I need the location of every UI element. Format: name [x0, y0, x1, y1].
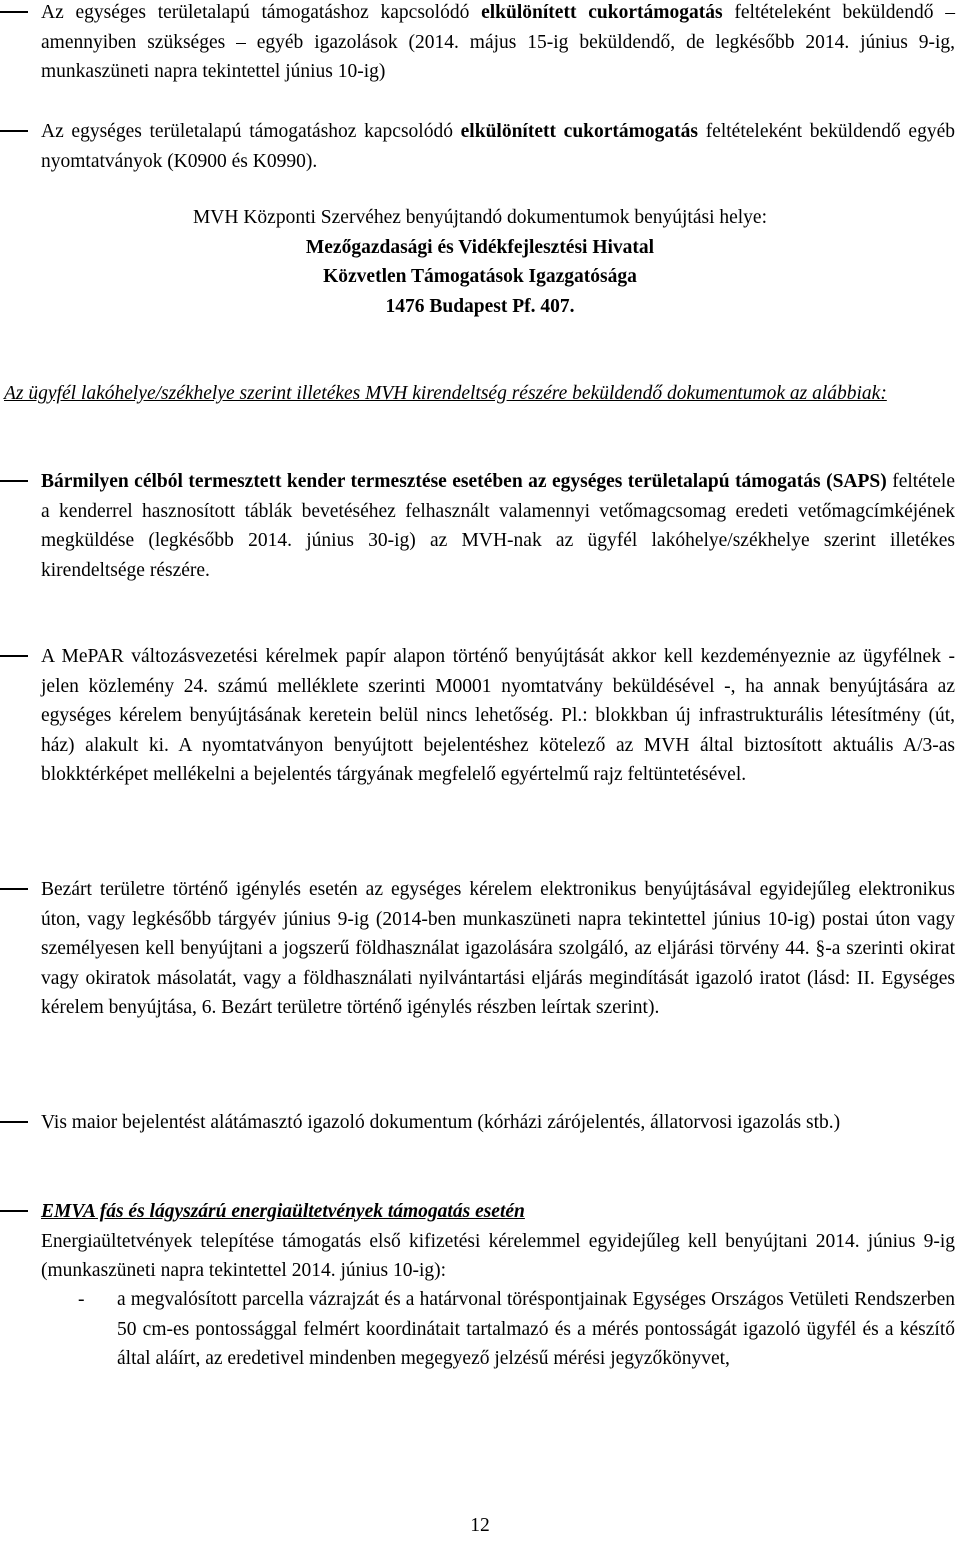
- address-intro: MVH Központi Szervéhez benyújtandó dokumentumok benyújtási helye:: [192, 207, 768, 228]
- hyphen-marker: -: [78, 1289, 85, 1310]
- page-number: 12: [470, 1515, 490, 1536]
- bullet-text: Az egységes területalapú támogatáshoz kapcsolódó: [41, 2, 482, 23]
- bullet-closed-area: [41, 875, 955, 1023]
- dash-marker: [0, 130, 28, 132]
- bullet-hemp: [41, 467, 955, 585]
- bullet-text: Bezárt területre történő igénylés esetén az egységes kérelem elektronikus benyújtásával egyidejűleg elektronikus úton, vagy legkésőbb tárgyév június 9-ig (2014-ben munkaszüneti napra tekintettel június 10-ig) postai úton vagy személyesen kell benyújtani a jogszerű földhasználat igazolására szolgáló, az eljárási törvény 44. §-a szerinti okirat vagy okiratok másolatát, vagy a földhasználati nyilvántartási eljárás megindítását igazoló iratot (lásd: II. Egységes kérelem benyújtása, 6. Bezárt területre történő igénylés részben leírtak szerint).: [41, 879, 955, 1018]
- dash-marker: [0, 655, 28, 657]
- bullet-sugar-support-forms: [41, 117, 955, 176]
- bullet-vis-maior: [41, 1108, 955, 1138]
- bullet-sugar-support-certificates: [41, 0, 955, 87]
- bullet-text: Vis maior bejelentést alátámasztó igazoló dokumentum (kórházi zárójelentés, állatorvosi igazolás stb.): [41, 1112, 841, 1133]
- bullet-text: feltételeként beküldendő – amennyiben szükséges – egyéb igazolások (2014. május 15-ig beküldendő, de legkésőbb 2014. június 9-ig, munkaszüneti napra tekintettel június 10-ig): [41, 2, 955, 82]
- dash-marker: [0, 480, 28, 482]
- bullet-text: feltételeként beküldendő egyéb nyomtatványok (K0900 és K0990).: [41, 121, 955, 172]
- emva-heading: EMVA fás és lágyszárú energiaültetvények támogatás esetén: [41, 1201, 525, 1222]
- submission-address-block: [0, 203, 960, 321]
- bullet-text: Az egységes területalapú támogatáshoz kapcsolódó: [41, 121, 461, 142]
- address-agency: Mezőgazdasági és Vidékfejlesztési Hivatal: [305, 236, 655, 258]
- dash-marker: [0, 888, 28, 890]
- bullet-emva: [41, 1197, 955, 1286]
- dash-marker: [0, 1121, 28, 1123]
- bullet-mepar: [41, 642, 955, 790]
- bullet-bold-text: Bármilyen célból termesztett kender termesztése esetében az egységes területalapú támogatás (SAPS): [41, 471, 887, 492]
- bullet-bold-text: elkülönített cukortámogatás: [460, 121, 698, 142]
- bullet-text: feltétele a kenderrel hasznosított táblák bevetéséhez felhasznált valamennyi vetőmagcsomag eredeti vetőmagcímkéjének megküldése (legkésőbb 2014. június 30-ig) az MVH-nak az ügyfél lakóhelye/székhelye szerint illetékes kirendeltsége részére.: [41, 471, 955, 581]
- address-postbox: 1476 Budapest Pf. 407.: [385, 295, 575, 317]
- subitem-text: a megvalósított parcella vázrajzát és a határvonal töréspontjainak Egységes Országos Vetületi Rendszerben 50 cm-es pontossággal felmért koordinátait tartalmazó és a mérés pontosságát igazoló ügyfél és a készítő által aláírt, az eredetivel mindenben megegyező jelzésű mérési jegyzőkönyvet,: [117, 1289, 955, 1369]
- emva-text: Energiaültetvények telepítése támogatás első kifizetési kérelemmel egyidejűleg kell benyújtani 2014. június 9-ig (munkaszüneti napra tekintettel 2014. június 10-ig):: [41, 1230, 955, 1281]
- dash-marker: [0, 11, 28, 13]
- bullet-bold-text: elkülönített cukortámogatás: [481, 2, 723, 23]
- address-directorate: Közvetlen Támogatások Igazgatósága: [323, 266, 637, 287]
- dash-marker: [0, 1210, 28, 1212]
- bullet-text: A MePAR változásvezetési kérelmek papír alapon történő benyújtását akkor kell kezdeményeznie az ügyfélnek - jelen közlemény 24. számú melléklete szerinti M0001 nyomtatvány beküldésével -, ha annak benyújtására az egységes kérelem benyújtásának keretein belül nincs lehetőség. Pl.: blokkban új infrastrukturális létesítmény (út, ház) alakult ki. A nyomtatványon benyújtott bejelentéshez kötelező az MVH által biztosított aktuális A/3-as blokktérképet mellékelni a bejelentés tárgyának megfelelő egyértelmű rajz feltüntetésével.: [41, 646, 955, 785]
- section-intro: Az ügyfél lakóhelye/székhelye szerint illetékes MVH kirendeltség részére beküldendő dokumentumok az alábbiak:: [4, 383, 887, 404]
